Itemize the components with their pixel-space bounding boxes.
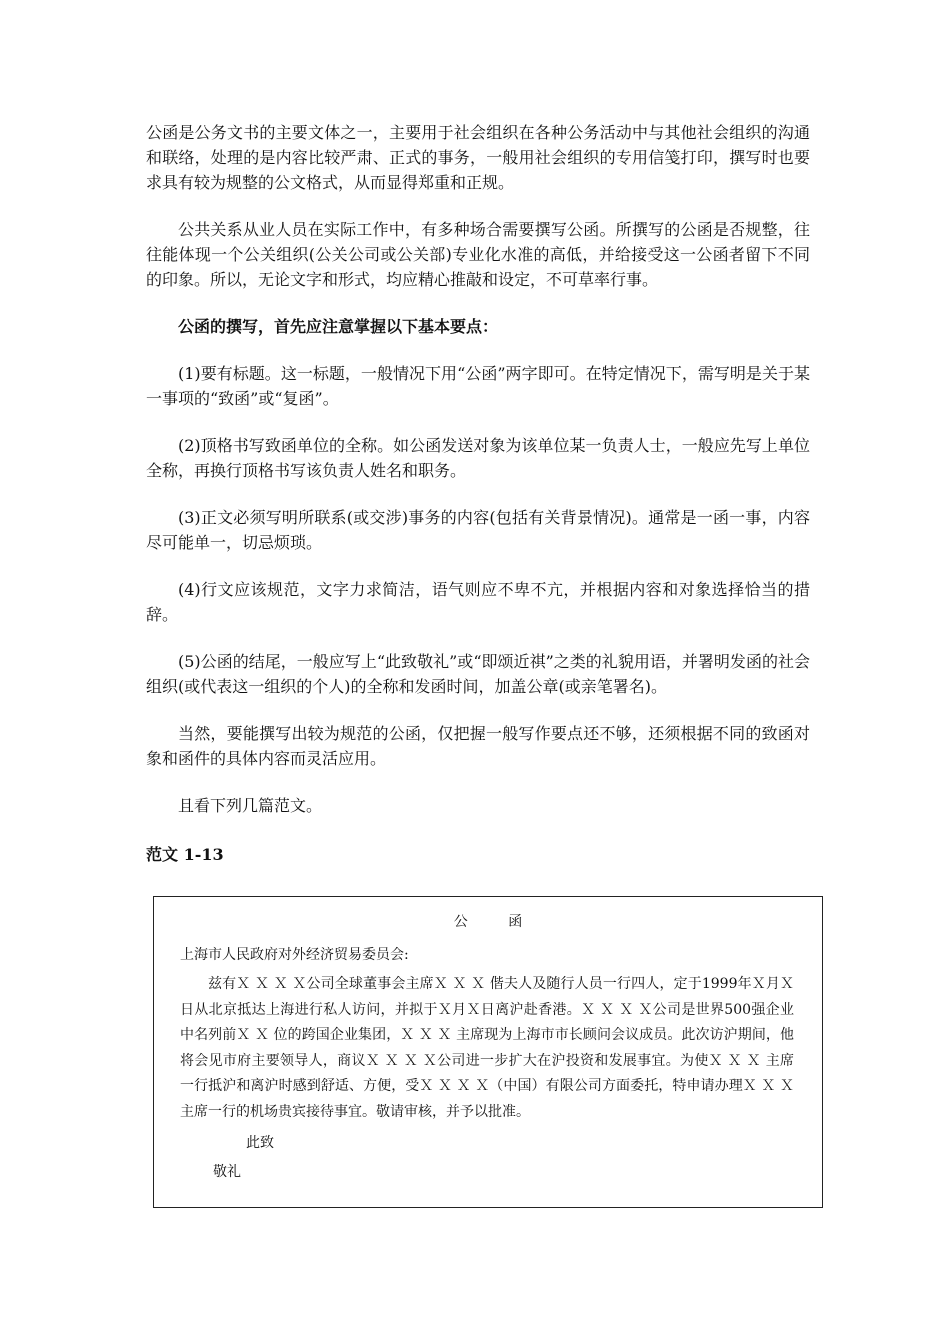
conclusion-paragraph: 当然，要能撰写出较为规范的公函，仅把握一般写作要点还不够，还须根据不同的致函对象和函件的具体内容而灵活应用。: [146, 724, 810, 768]
letter-body: 兹有Ｘ Ｘ Ｘ Ｘ公司全球董事会主席Ｘ Ｘ Ｘ 偕夫人及随行人员一行四人，定于1999年Ｘ月Ｘ日从北京抵达上海进行私人访问，并拟于Ｘ月Ｘ日离沪赴香港。Ｘ Ｘ Ｘ Ｘ公司是世界500强企业中名列前Ｘ Ｘ 位的跨国企业集团，Ｘ Ｘ Ｘ 主席现为上海市市长顾问会议成员。此次访沪期间，他将会见市府主要领导人，商议Ｘ Ｘ Ｘ Ｘ公司进一步扩大在沪投资和发展事宜。为使Ｘ Ｘ Ｘ 主席一行抵沪和离沪时感到舒适、方便，受Ｘ Ｘ Ｘ Ｘ（中国）有限公司方面委托，特申请办理Ｘ Ｘ Ｘ主席一行的机场贵宾接待事宜。敬请审核，并予以批准。: [180, 976, 794, 1120]
intro-paragraph: 公函是公务文书的主要文体之一，主要用于社会组织在各种公务活动中与其他社会组织的沟通和联络，处理的是内容比较严肃、正式的事务，一般用社会组织的专用信笺打印，撰写时也要求具有较为规整的公文格式，从而显得郑重和正规。: [146, 123, 810, 192]
point-2-paragraph: (2)顶格书写致函单位的全称。如公函发送对象为该单位某一负责人士，一般应先写上单位全称，再换行顶格书写该负责人姓名和职务。: [146, 436, 810, 480]
letter-closing-greeting: 此致: [246, 1135, 274, 1151]
point-3-paragraph: (3)正文必须写明所联系(或交涉)事务的内容(包括有关背景情况)。通常是一函一事，内容尽可能单一，切忌烦琐。: [146, 508, 810, 552]
letter-closing-salute: 敬礼: [213, 1164, 241, 1180]
point-5-paragraph: (5)公函的结尾，一般应写上“此致敬礼”或“即颂近祺”之类的礼貌用语，并署明发函的社会组织(或代表这一组织的个人)的全称和发函时间，加盖公章(或亲笔署名)。: [146, 652, 810, 696]
examples-intro-paragraph: 且看下列几篇范文。: [178, 796, 323, 815]
point-4-paragraph: (4)行文应该规范，文字力求简洁，语气则应不卑不亢，并根据内容和对象选择恰当的措辞。: [146, 580, 810, 624]
sample-label: 范文 1-13: [146, 845, 224, 864]
letter-content: [180, 943, 794, 1185]
document-body: [146, 120, 810, 881]
point-1-paragraph: (1)要有标题。这一标题，一般情况下用“公函”两字即可。在特定情况下，需写明是关于某一事项的“致函”或“复函”。: [146, 364, 810, 408]
pr-context-paragraph: 公共关系从业人员在实际工作中，有多种场合需要撰写公函。所撰写的公函是否规整，往往能体现一个公关组织(公关公司或公关部)专业化水准的高低，并给接受这一公函者留下不同的印象。所以，无论文字和形式，均应精心推敲和设定，不可草率行事。: [146, 220, 810, 289]
key-points-heading: 公函的撰写，首先应注意掌握以下基本要点：: [178, 317, 499, 336]
letter-title: 公 函: [453, 914, 541, 930]
letter-addressee: 上海市人民政府对外经济贸易委员会:: [180, 947, 409, 963]
sample-letter-box: [153, 896, 823, 1208]
